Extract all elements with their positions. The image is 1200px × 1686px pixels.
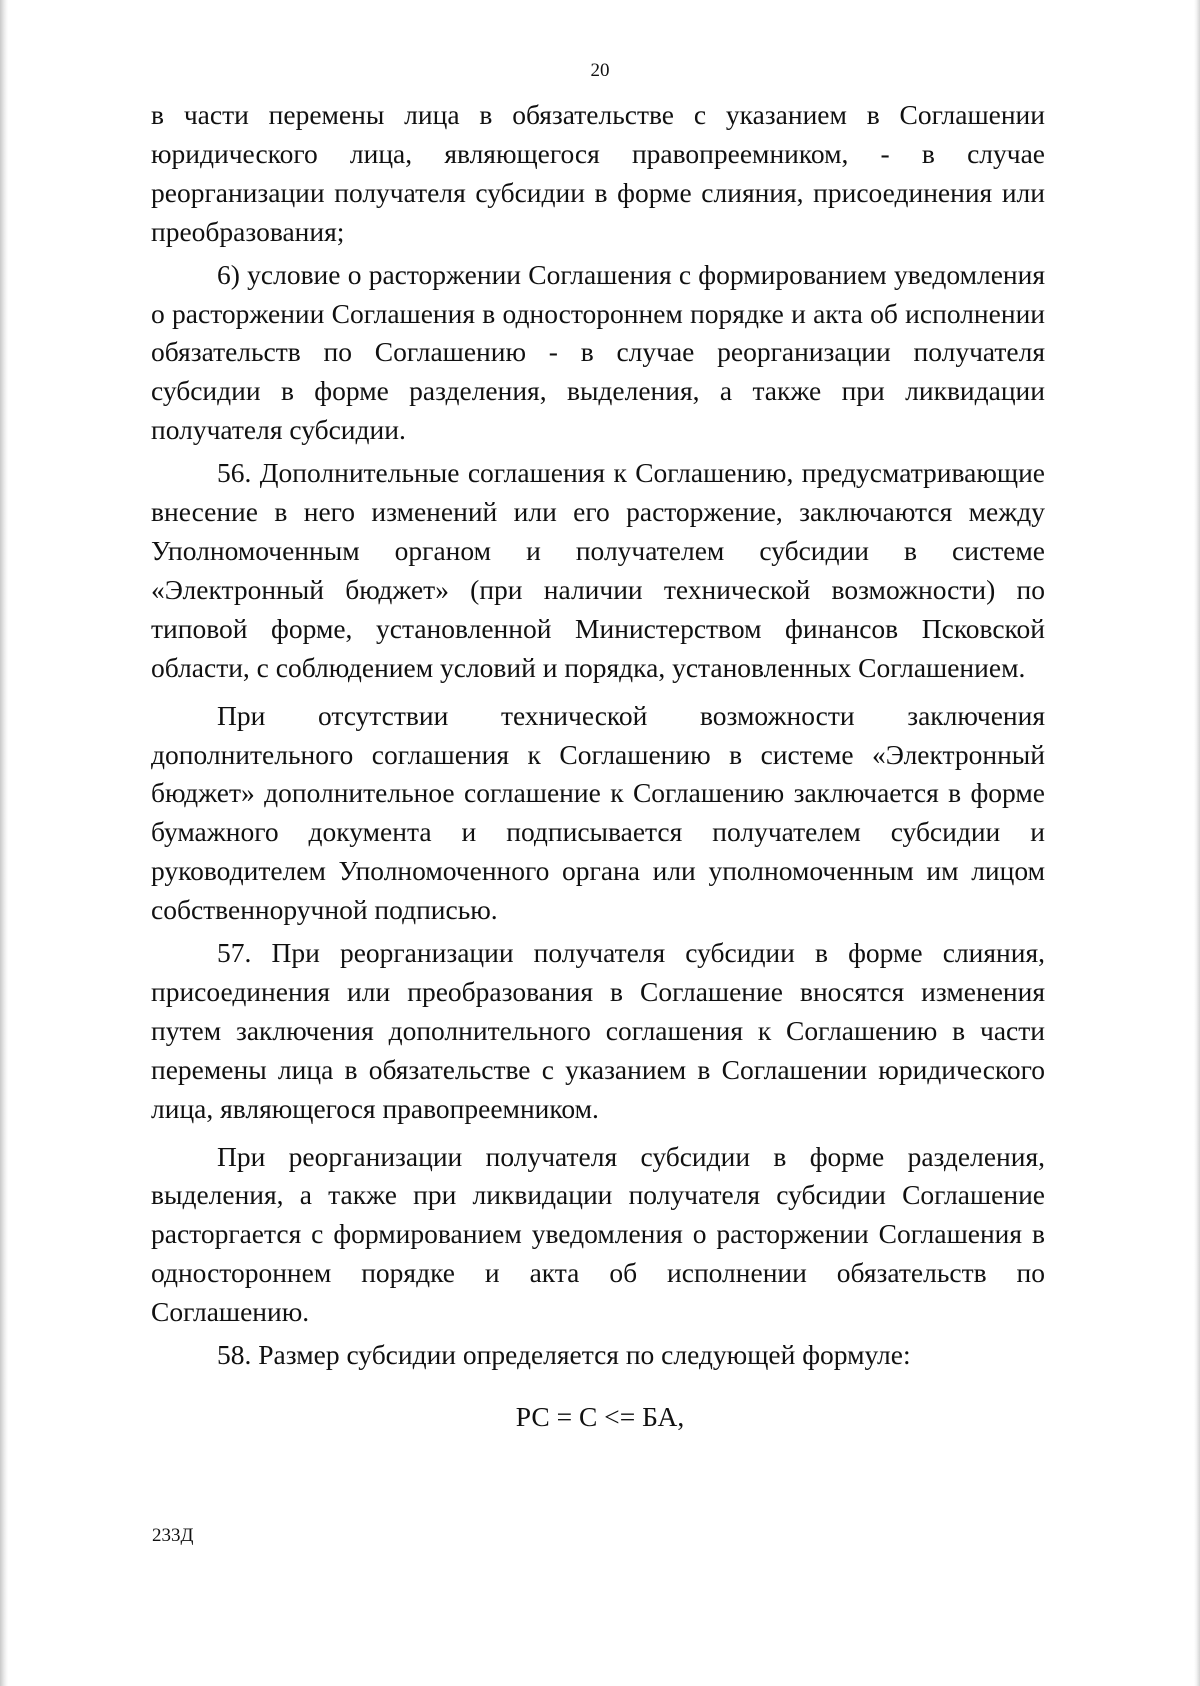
- document-code: 233Д: [152, 1525, 194, 1546]
- paragraph-57: 57. При реорганизации получателя субсидии в форме слияния, присоединения или преобразования в Соглашение вносятся изменения путем заключения дополнительного соглашения к Соглашению в части перемены лица в обязательстве с указанием в Соглашении юридического лица, являющегося правопреемником.: [151, 937, 1045, 1124]
- paragraph-continuation: в части перемены лица в обязательстве с указанием в Соглашении юридического лица, являющегося правопреемником, - в случае реорганизации получателя субсидии в форме слияния, присоединения или преобразования;: [151, 99, 1045, 247]
- document-body: [151, 96, 1045, 1375]
- paragraph-no-technical-possibility: При отсутствии технической возможности заключения дополнительного соглашения к Соглашению в системе «Электронный бюджет» дополнительное соглашение к Соглашению заключается в форме бумажного документа и подписывается получателем субсидии и руководителем Уполномоченного органа или уполномоченным им лицом собственноручной подписью.: [151, 699, 1045, 926]
- paragraph-58: 58. Размер субсидии определяется по следующей формуле:: [217, 1339, 911, 1371]
- subsidy-formula: РС = С <= БА,: [515, 1401, 685, 1432]
- paragraph-56: 56. Дополнительные соглашения к Соглашению, предусматривающие внесение в него изменений или его расторжение, заключаются между Уполномоченным органом и получателем субсидии в системе «Электронный бюджет» (при наличии технической возможности) по типовой форме, установленной Министерством финансов Псковской области, с соблюдением условий и порядка, установленных Соглашением.: [151, 457, 1045, 683]
- paragraph-item-6: 6) условие о расторжении Соглашения с формированием уведомления о расторжении Соглашения в одностороннем порядке и акта об исполнении обязательств по Соглашению - в случае реорганизации получателя субсидии в форме разделения, выделения, а также при ликвидации получателя субсидии.: [151, 258, 1045, 446]
- page-number: 20: [590, 60, 610, 81]
- paragraph-reorganization-termination: При реорганизации получателя субсидии в форме разделения, выделения, а также при ликвидации получателя субсидии Соглашение расторгается с формированием уведомления о расторжении Соглашения в одностороннем порядке и акта об исполнении обязательств по Соглашению.: [151, 1140, 1045, 1328]
